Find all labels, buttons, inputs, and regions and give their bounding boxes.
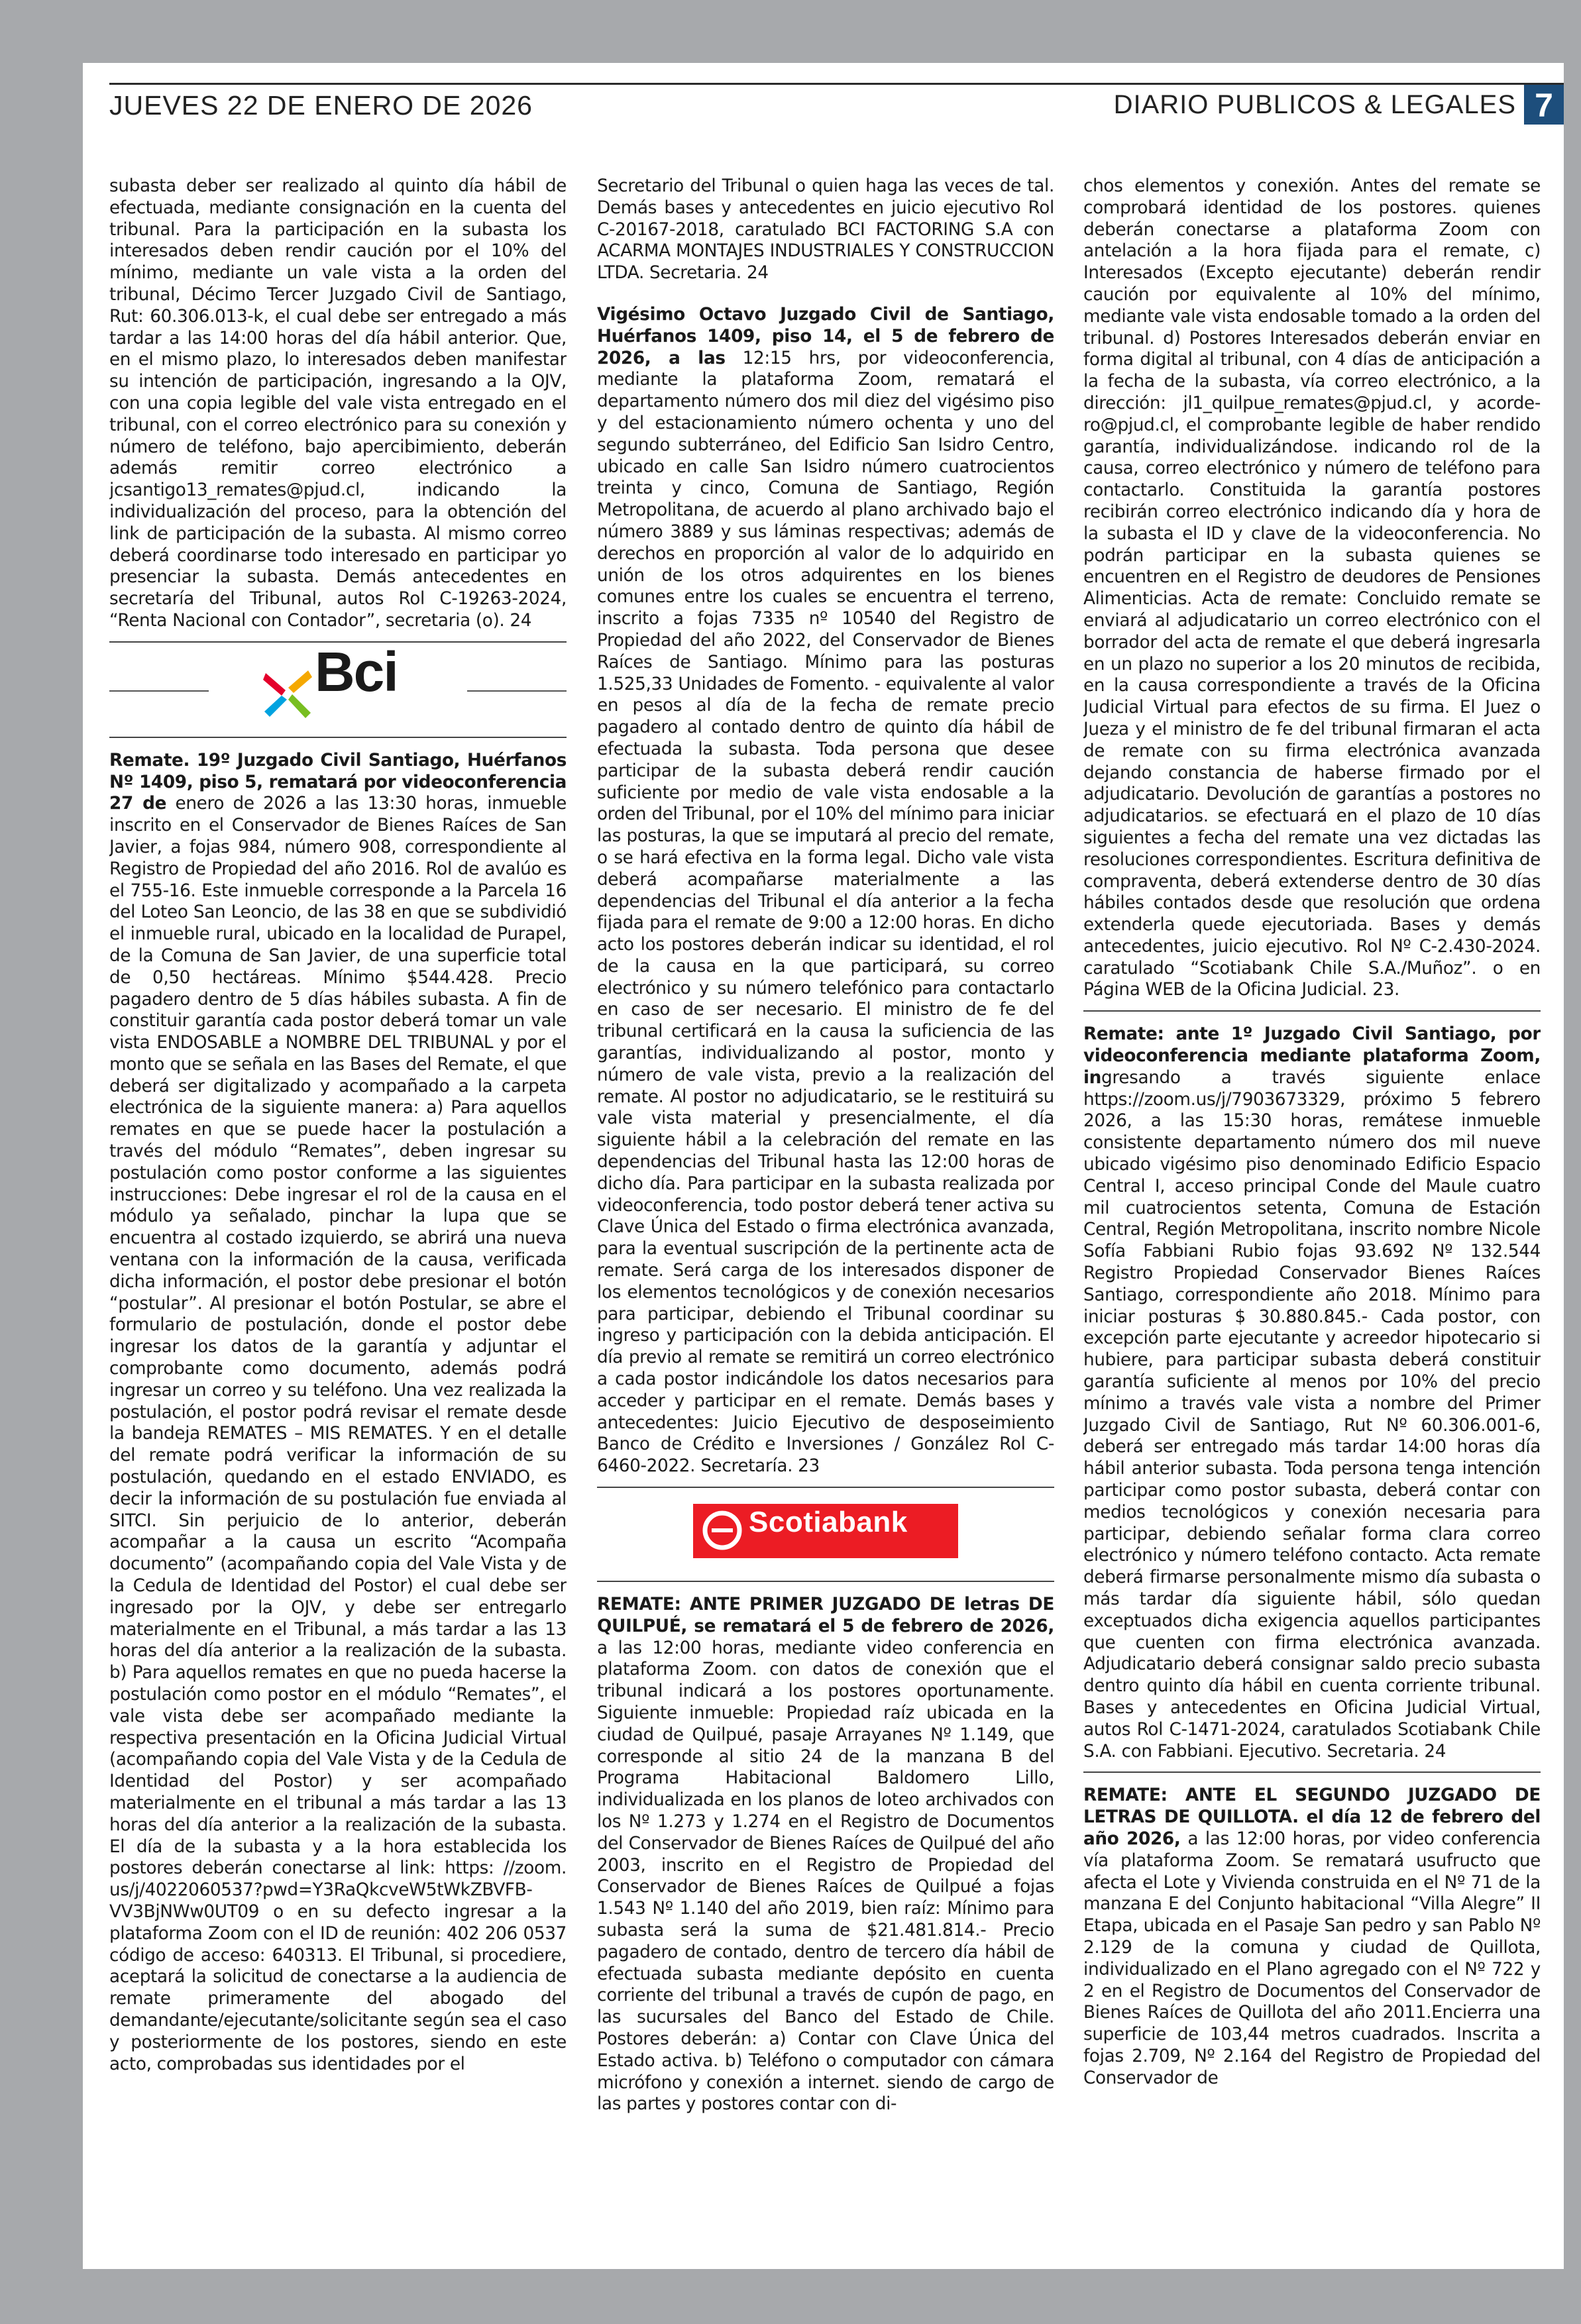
notice-heading: REMATE: ANTE EL SEGUNDO JUZGADO DE LETRAS DE QUILLOTA. el día 12 de febrero del año 2026, (1083, 1785, 1541, 1849)
notice-body: enero de 2026 a las 13:30 horas, inmueble inscrito en el Conservador de Bienes Raíces de San Javier, a fojas 984, número 908, correspondiente al Registro de Propiedad del año 2016. Rol de avalúo es el 755-16. Este inmueble corresponde a la Parcela 16 del Loteo San Leoncio, de las 38 en que se subdividió el inmueble rural, ubicado en la localidad de Purapel, de la Comuna de San Javier, de una superficie total de 0,50 hectáreas. Mínimo $544.428. Precio pagadero dentro de 5 días hábiles subasta. A fin de constituir garantía cada postor deberá tomar un vale vista ENDOSABLE a NOMBRE DEL TRIBUNAL y por el monto que se señala en las Bases del Remate, el que deberá ser digitalizado y acompañado a la carpeta electrónica de la siguiente manera: a) Para aquellos remates en que se puede hacer la postulación a través del módulo “Remates”, deben ingresar su postulación como postor conforme a las siguientes instrucciones: Debe ingresar el rol de la causa en el módulo ya señalado, pinchar la lupa que se encuentra al costado izquierdo, se abrirá una nueva ventana con la información de la causa, verificada dicha información, el postor debe presionar el botón “postular”. Al presionar el botón Postular, se abre el formulario de postulación, donde el postor debe ingresar los datos de la garantía y adjuntar el comprobante como documento, además podrá ingresar un correo y su teléfono. Una vez realizada la postulación, el postor podrá revisar el remate desde la bandeja REMATES – MIS REMATES. Y en el detalle del remate podrá verificar la información de su postulación, quedando en el estado ENVIADO, es decir la información de su postulación fue enviada al SITCI. Sin perjuicio de lo anterior, deberán acompañar a la causa un escrito “Acompaña documento” (acompañando copia del Vale Vista y de la Cedula de Identidad del Postor) el cual debe ser ingresado por la OJV, y debe ser entregarlo materialmente en el Tribunal, a más tardar a las 13 horas del día anterior a la realización de la subasta. b) Para aquellos remates en que no pueda hacerse la postulación como postor en el módulo “Remates”, el vale vista debe ser acompañado mediante la respectiva presentación en la Oficina Judicial Virtual (acompañando copia del Vale Vista y de la Cedula de Identidad del Postor) y ser acompañado materialmente en el tribunal a más tardar a las 13 horas del día anterior a la realización de la subasta. El día de la subasta y a la hora establecida los postores deberán conectarse al link: https: //zoom. us/j/4022060537?pwd=Y3RaQkcveW5tWkZBVFB-VV3BjNWw0UT09 o en su defecto ingresar a la plataforma Zoom con el ID de reunión: 402 206 0537 código de acceso: 640313. El Tribunal, si procediere, aceptará la solicitud de conectarse a la audiencia de remate primeramente del abogado del demandante/ejecutante/solicitante según sea el caso y posteriormente de los postores, siendo en este acto, comprobadas sus identidades por el (109, 794, 567, 2074)
bci-wordmark: Bci (315, 640, 398, 703)
notice-text (1083, 1024, 1541, 1762)
header-date: JUEVES 22 DE ENERO DE 2026 (109, 90, 533, 121)
divider (109, 737, 567, 738)
notice-heading: Vigésimo Octavo Juzgado Civil de Santiago, Huérfanos 1409, piso 14, el 5 de febrero de 2026, a las (597, 304, 1054, 368)
scotiabank-badge (693, 1504, 958, 1558)
divider (1083, 1771, 1541, 1773)
logo-rule-left (109, 690, 209, 692)
notice-text: chos elementos y conexión. Antes del remate se comprobará identidad de los postores. quienes deberán conectarse a plataforma Zoom con antelación a la hora fijada para el remate, c) Interesados (Excepto ejecutante) deberán rendir caución por equivalente al 10% del mínimo, mediante vale vista endosable tomado a la orden del tribunal. d) Postores Interesados deberán enviar en forma digital al tribunal, con 4 días de anticipación a la fecha de la subasta, vía correo electrónico, a la dirección: jl1_quilpue_remates@pjud.cl, y acorde-ro@pjud.cl, el comprobante legible de haber rendido garantía, individualizándose. indicando rol de la causa, correo electrónico y número de teléfono para contactarlo. Constituida la garantía postores recibirán correo electrónico indicando día y hora de la subasta el ID y clave de la videoconferencia. No podrán participar en la subasta quienes se encuentren en el Registro de deudores de Pensiones Alimenticias. Acta de remate: Concluido remate se enviará al adjudicatario un correo electrónico con el borrador del acta de remate el que deberá ingresarla en un plazo no superior a los 20 minutos de recibida, en la causa correspondiente a través de la Oficina Judicial Virtual para efectos de su firma. El Juez o Jueza y el ministro de fe del tribunal firmaran el acta de remate con su firma electrónica avanzada dejando constancia de haberse firmado por el adjudicatario. Devolución de garantías a postores no adjudicatarios. se efectuará en el plazo de 10 días siguientes a fecha del remate una vez dictadas las resoluciones correspondientes. Escritura definitiva de compraventa, deberá extenderse dentro de 30 días hábiles contados desde que resolución que ordena extenderla quede ejecutoriada. Bases y demás antecedentes, juicio ejecutivo. Rol Nº C-2.430-2024. caratulado “Scotiabank Chile S.A./Muñoz”. o en Página WEB de la Oficina Judicial. 23. (1083, 176, 1541, 1000)
scotiabank-wordmark: Scotiabank (749, 1506, 908, 1539)
notice-heading: Remate: ante 1º Juzgado Civil Santiago, por videoconferencia mediante plataforma Zoom, in (1083, 1024, 1541, 1088)
divider (597, 1581, 1054, 1582)
column-2 (597, 176, 1054, 2249)
notice-body: gresando a través siguiente enlace https://zoom.us/j/7903673329, próximo 5 febrero 2026, a las 15:30 horas, remátese inmueble consistente departamento número dos mil nueve ubicado vigésimo piso denominado Edificio Espacio Central I, acceso principal Conde del Maule cuatro mil cuatrocientos setenta, Comuna de Estación Central, Región Metropolitana, inscrito nombre Nicole Sofía Fabbiani Rubio fojas 93.692 Nº 132.544 Registro Propiedad Conservador Bienes Raíces Santiago, correspondiente año 2018. Mínimo para iniciar posturas $ 30.880.845.- Cada postor, con excepción parte ejecutante y acreedor hipotecario si hubiere, para participar subasta deberá constituir garantía suficiente al menos por 10% del precio mínimo a través vale vista a nombre del Primer Juzgado Civil de Santiago, Rut Nº 60.306.001-6, deberá ser entregado más tardar 14:00 horas día hábil anterior subasta. Toda persona tenga intención participar como postor subasta, deberá contar con medios tecnológicos y conexión necesaria para participar, debiendo señalar forma clara correo electrónico y número teléfono contacto. Acta remate deberá firmarse personalmente mismo día subasta o más tardar día siguiente hábil, sólo quedan exceptuados dicha exigencia aquellos participantes que cuenten con firma electrónica avanzada. Adjudicatario deberá consignar saldo precio subasta dentro quinto día hábil en cuenta corriente tribunal. Bases y antecedentes en Oficina Judicial Virtual, autos Rol C-1471-2024, caratulados Scotiabank Chile S.A. con Fabbiani. Ejecutivo. Secretaria. 24 (1083, 1067, 1541, 1762)
notice-body: a las 12:00 horas, por video conferencia vía plataforma Zoom. Se rematará usufructo que afecta el Lote y Vivienda construida en el Nº 71 de la manzana E del Conjunto habitacional “Villa Alegre” II Etapa, ubicada en el Pasaje San pedro y san Pablo Nº 2.129 de la comuna y ciudad de Quillota, individualizado en el Plano agregado con el Nº 722 y 2 en el Registro de Documentos del Conservador de Bienes Raíces de Quillota del año 2011.Encierra una superficie de 103,44 metros cuadrados. Inscrita a fojas 2.709, Nº 2.164 del Registro de Propiedad del Conservador de (1083, 1828, 1541, 2088)
scotiabank-s-icon (702, 1510, 742, 1550)
notice-text (597, 304, 1054, 1477)
publication-name: DIARIO PUBLICOS & LEGALES (1113, 90, 1516, 119)
notice-text (597, 1594, 1054, 2115)
notice-heading: REMATE: ANTE PRIMER JUZGADO DE letras DE QUILPUÉ, se rematará el 5 de febrero de 2026, (597, 1595, 1054, 1636)
bci-mark (262, 640, 421, 721)
page-number: 7 (1524, 85, 1564, 125)
bci-logo (109, 640, 567, 727)
notice-body: 12:15 hrs, por videoconferencia, mediante la plataforma Zoom, rematará el departamento número dos mil diez del vigésimo piso y del estacionamiento número ochenta y uno del segundo subterráneo, del Edificio San Isidro Centro, ubicado en calle San Isidro número cuatrocientos treinta y cinco, Comuna de Santiago, Región Metropolitana, de acuerdo al plano archivado bajo el número 3889 y sus láminas respectivas; además de derechos en proporción al valor de lo adquirido en unión de los otros adquirentes en los bienes comunes entre los cuales se encuentra el terreno, inscrito a fojas 7335 nº 10540 del Registro de Propiedad del año 2022, del Conservador de Bienes Raíces de Santiago. Mínimo para las posturas 1.525,33 Unidades de Fomento. - equivalente al valor en pesos al día de la fecha de remate precio pagadero al contado dentro de quinto día hábil de efectuada la subasta. Toda persona que desee participar de la subasta deberá rendir caución suficiente por medio de vale vista endosable a la orden del Tribunal, por el 10% del mínimo para iniciar las posturas, la que se imputará al precio del remate, o se hará efectiva en la forma legal. Dicho vale vista deberá acompañarse materialmente a las dependencias del Tribunal el día anterior a la fecha fijada para el remate de 9:00 a 12:00 horas. En dicho acto los postores deberán indicar su identidad, el rol de la causa en la que participará, su correo electrónico y su número telefónico para contactarlo en caso de ser necesario. El ministro de fe del tribunal certificará en la causa la suficiencia de las garantías, individualizando al postor, monto y número de vale vista, previo a la realización del remate. Al postor no adjudicatario, se le restituirá su vale vista material y presencialmente, el día siguiente hábil a la celebración del remate en las dependencias del Tribunal hasta las 12:00 horas de dicho día. Para participar en la subasta realizada por videoconferencia, todo postor deberá tener activa su Clave Única del Estado o firma electrónica avanzada, para la eventual suscripción de la pertinente acta de remate. Será carga de los interesados disponer de los elementos tecnológicos y de conexión necesarios para participar, debiendo el Tribunal coordinar su ingreso y participación con la debida anticipación. El día previo al remate se remitirá un correo electrónico a cada postor indicándole los datos necesarios para acceder y participar en el remate. Demás bases y antecedentes: Juicio Ejecutivo de desposeimiento Banco de Crédito e Inversiones / González Rol C-6460-2022. Secretaría. 23 (597, 348, 1054, 1477)
spacer (597, 284, 1054, 304)
notice-text (1083, 1785, 1541, 2089)
column-3 (1083, 176, 1541, 2249)
divider (597, 1487, 1054, 1488)
logo-rule-right (467, 690, 567, 692)
page-header (109, 83, 1564, 127)
bci-x-icon (262, 661, 315, 721)
column-1 (109, 176, 567, 2249)
notice-text: Secretario del Tribunal o quien haga las veces de tal. Demás bases y antecedentes en juicio ejecutivo Rol C-20167-2018, caratulado BCI FACTORING S.A con ACARMA MONTAJES INDUSTRIALES Y CONSTRUCCION LTDA. Secretaria. 24 (597, 176, 1054, 284)
scotiabank-logo (597, 1500, 1054, 1566)
notice-text (109, 750, 567, 2076)
notice-heading: Remate. 19º Juzgado Civil Santiago, Huérfanos Nº 1409, piso 5, rematará por videoconferencia 27 de (109, 750, 567, 814)
newspaper-page (83, 63, 1564, 2269)
divider (1083, 1010, 1541, 1012)
notice-text: subasta deber ser realizado al quinto día hábil de efectuada, mediante consignación en la cuenta del tribunal. Para la participación en la subasta los interesados deben rendir caución por el 10% del mínimo, mediante un vale vista a la orden del tribunal, Décimo Tercer Juzgado Civil de Santiago, Rut: 60.306.013-k, el cual debe ser entregado a más tardar a las 14:00 horas del día hábil anterior. Que, en el mismo plazo, lo interesados deben manifestar su intención de participación, ingresando a la OJV, con una copia legible del vale vista entregado en el tribunal, con el correo electrónico para su conexión y número de teléfono, bajo apercibimiento, deberán además remitir correo electrónico a jcsantigo13_remates@pjud.cl, indicando la individualización del proceso, para la obtención del link de participación de la subasta. Al mismo correo deberá coordinarse todo interesado en participar yo presenciar la subasta. Demás antecedentes en secretaría del Tribunal, autos Rol C-19263-2024, “Renta Nacional con Contador”, secretaria (o). 24 (109, 176, 567, 631)
notice-body: a las 12:00 horas, mediante video conferencia en plataforma Zoom. con datos de conexión que el tribunal indicará a los postores oportunamente. Siguiente inmueble: Propiedad raíz ubicada en la ciudad de Quilpué, pasaje Arrayanes Nº 1.149, que corresponde al sitio 24 de la manzana B del Programa Habitacional Baldomero Lillo, individualizada en los planos de loteo archivados con los Nº 1.273 y 1.274 en el Registro de Documentos del Conservador de Bienes Raíces de Quilpué del año 2003, inscrito en el Registro de Propiedad del Conservador de Bienes Raíces de Quilpué a fojas 1.543 Nº 1.140 del año 2019, bien raíz: Mínimo para subasta será la suma de $21.481.814.- Precio pagadero de contado, dentro de tercero día hábil de efectuada subasta mediante depósito en cuenta corriente del tribunal a través de cupón de pago, en las sucursales del Banco del Estado de Chile. Postores deberán: a) Contar con Clave Única del Estado activa. b) Teléfono o computador con cámara micrófono y conexión a internet. siendo de cargo de las partes y postores contar con di- (597, 1638, 1054, 2115)
